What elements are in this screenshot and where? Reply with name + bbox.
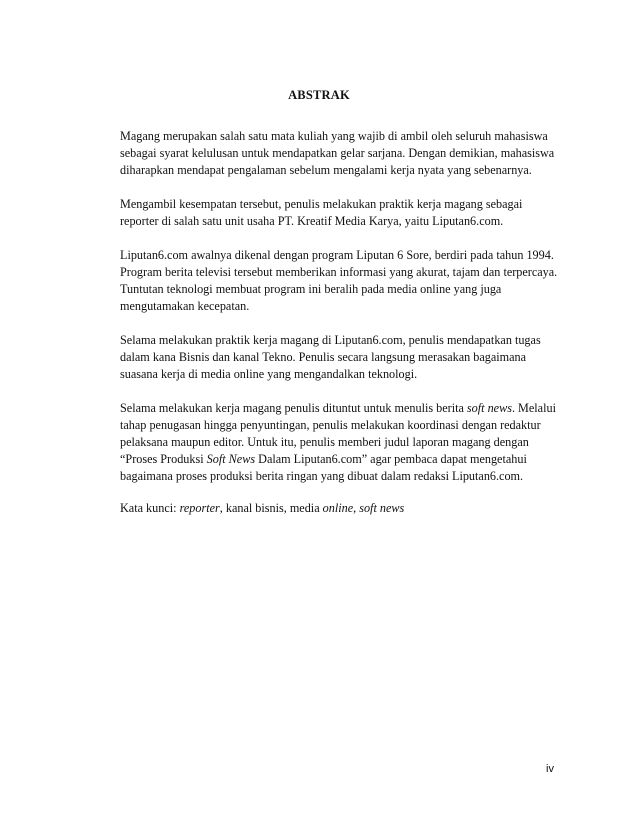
- paragraph-1: [120, 128, 560, 179]
- text-segment: Dalam Liputan6.com” agar pembaca dapat mengetahui bagaimana proses produksi berita ringan yang dibuat dalam redaksi Liputan6.com.: [120, 452, 527, 483]
- paragraph-4: [120, 332, 560, 383]
- keywords-line: [120, 500, 560, 517]
- paragraph-3: [120, 247, 560, 315]
- keyword-italic: online: [322, 501, 354, 515]
- keyword-italic: soft news: [359, 501, 405, 515]
- text-segment: Mengambil kesempatan tersebut, penulis melakukan praktik kerja magang sebagai reporter di salah satu unit usaha PT. Kreatif Media Karya, yaitu Liputan6.com.: [120, 197, 523, 228]
- page-number: iv: [546, 763, 554, 775]
- paragraph-5: [120, 400, 560, 485]
- text-segment: Selama melakukan kerja magang penulis dituntut untuk menulis berita: [120, 401, 467, 415]
- keyword-text: , kanal bisnis, media: [219, 501, 323, 515]
- keywords-label: Kata kunci:: [120, 501, 180, 515]
- keyword-text: ,: [353, 501, 360, 515]
- text-segment: Magang merupakan salah satu mata kuliah yang wajib di ambil oleh seluruh mahasiswa sebagai syarat kelulusan untuk mendapatkan gelar sarjana. Dengan demikian, mahasiswa diharapkan mendapat pengalaman sebelum mengalami kerja nyata yang sebenarnya.: [120, 129, 555, 177]
- keyword-italic: reporter: [179, 501, 220, 515]
- abstract-title: ABSTRAK: [288, 88, 350, 102]
- italic-term: soft news: [466, 401, 512, 415]
- abstract-body: [120, 128, 560, 502]
- paragraph-2: [120, 196, 560, 230]
- text-segment: Liputan6.com awalnya dikenal dengan program Liputan 6 Sore, berdiri pada tahun 1994. Program berita televisi tersebut memberikan informasi yang akurat, tajam dan terpercaya. Tuntutan teknologi membuat program ini beralih pada media online yang juga mengutamakan kecepatan.: [120, 248, 558, 313]
- text-segment: Selama melakukan praktik kerja magang di Liputan6.com, penulis mendapatkan tugas dalam kana Bisnis dan kanal Tekno. Penulis secara langsung merasakan bagaimana suasana kerja di media online yang mengandalkan teknologi.: [120, 333, 541, 381]
- text-segment: . Melalui tahap penugasan hingga penyuntingan, penulis melakukan koordinasi dengan redaktur pelaksana maupun editor. Untuk itu, penulis memberi judul laporan magang dengan “Proses Produksi: [120, 401, 556, 466]
- italic-term: Soft News: [206, 452, 256, 466]
